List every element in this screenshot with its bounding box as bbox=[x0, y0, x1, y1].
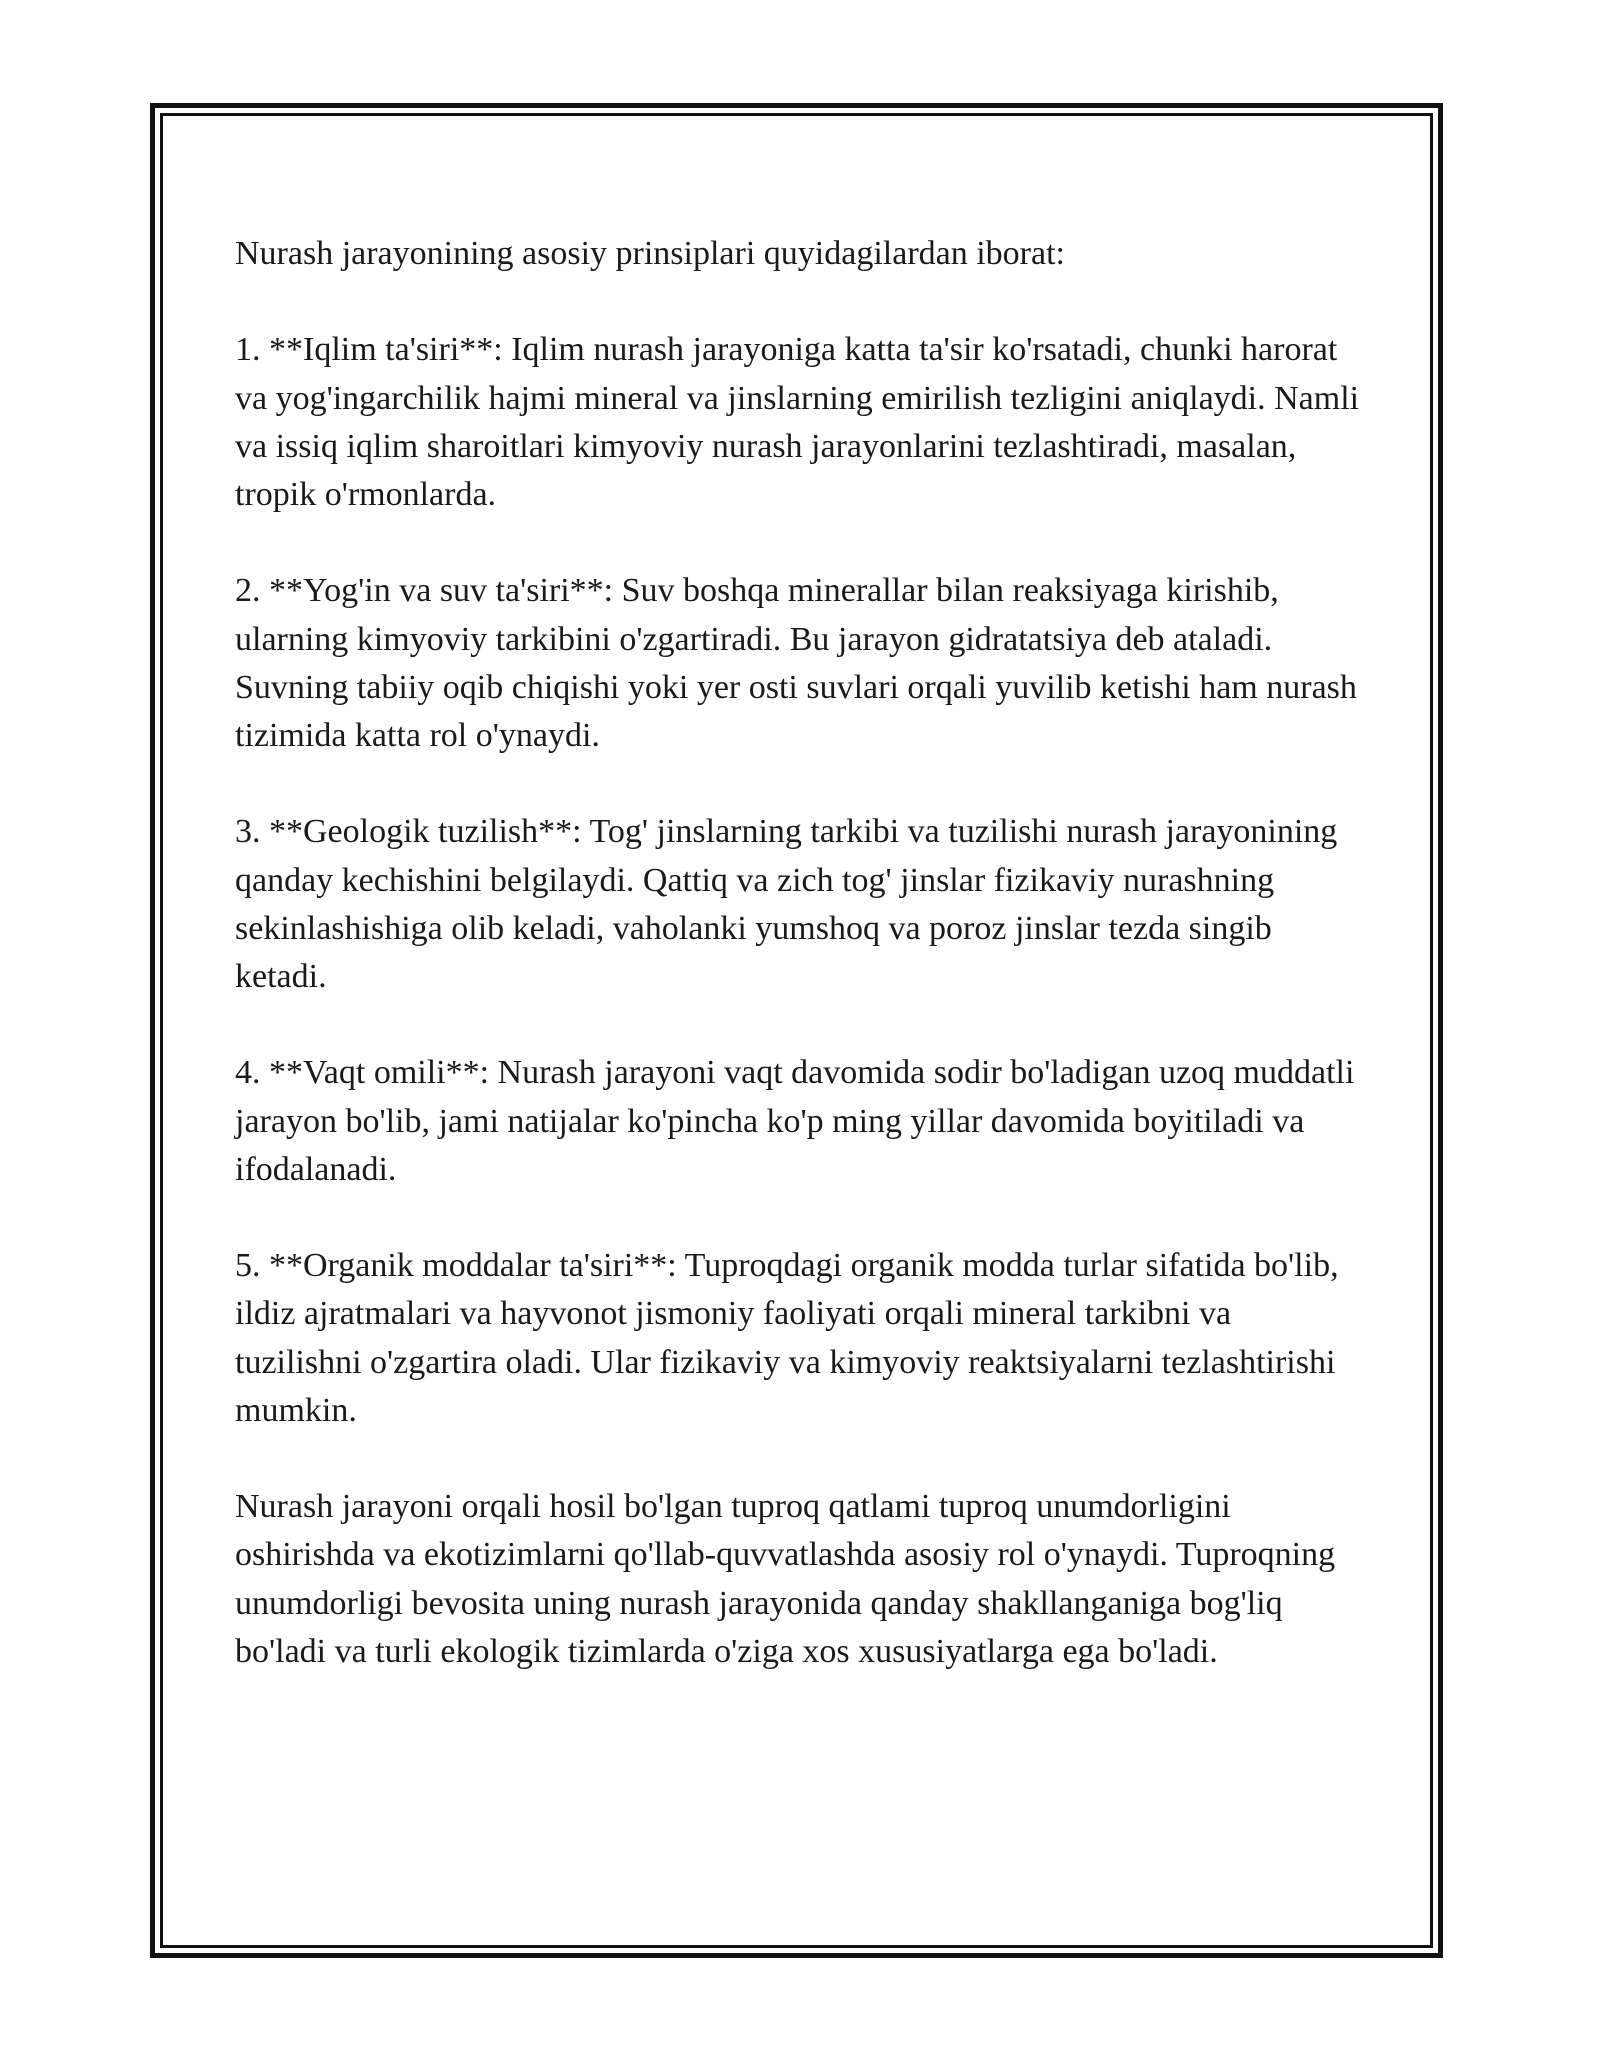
document-body bbox=[235, 230, 1365, 1724]
list-item-water: 2. **Yog'in va suv ta'siri**: Suv boshqa minerallar bilan reaksiyaga kirishib, ularning kimyoviy tarkibini o'zgartiradi. Bu jarayon gidratatsiya deb ataladi. Suvning tabiiy oqib chiqishi yoki yer osti suvlari orqali yuvilib ketishi ham nurash tizimida katta rol o'ynaydi. bbox=[235, 572, 1357, 754]
list-item-geology: 3. **Geologik tuzilish**: Tog' jinslarning tarkibi va tuzilishi nurash jarayonining qanday kechishini belgilaydi. Qattiq va zich tog' jinslar fizikaviy nurashning sekinlashishiga olib keladi, vaholanki yumshoq va poroz jinslar tezda singib ketadi. bbox=[235, 813, 1338, 995]
list-item-climate: 1. **Iqlim ta'siri**: Iqlim nurash jarayoniga katta ta'sir ko'rsatadi, chunki harorat va yog'ingarchilik hajmi mineral va jinslarning emirilish tezligini aniqlaydi. Namli va issiq iqlim sharoitlari kimyoviy nurash jarayonlarini tezlashtiradi, masalan, tropik o'rmonlarda. bbox=[235, 331, 1360, 513]
list-item-time: 4. **Vaqt omili**: Nurash jarayoni vaqt davomida sodir bo'ladigan uzoq muddatli jarayon bo'lib, jami natijalar ko'pincha ko'p ming yillar davomida boyitiladi va ifodalanadi. bbox=[235, 1054, 1355, 1188]
intro-paragraph: Nurash jarayonining asosiy prinsiplari quyidagilardan iborat: bbox=[235, 235, 1065, 272]
conclusion-paragraph: Nurash jarayoni orqali hosil bo'lgan tuproq qatlami tuproq unumdorligini oshirishda va ekotizimlarni qo'llab-quvvatlashda asosiy rol o'ynaydi. Tuproqning unumdorligi bevosita uning nurash jarayonida qanday shakllanganiga bog'liq bo'ladi va turli ekologik tizimlarda o'ziga xos xususiyatlarga ega bo'ladi. bbox=[235, 1488, 1336, 1670]
list-item-organic: 5. **Organik moddalar ta'siri**: Tuproqdagi organik modda turlar sifatida bo'lib, ildiz ajratmalari va hayvonot jismoniy faoliyati orqali mineral tarkibni va tuzilishni o'zgartira oladi. Ular fizikaviy va kimyoviy reaktsiyalarni tezlashtirishi mumkin. bbox=[235, 1247, 1339, 1429]
